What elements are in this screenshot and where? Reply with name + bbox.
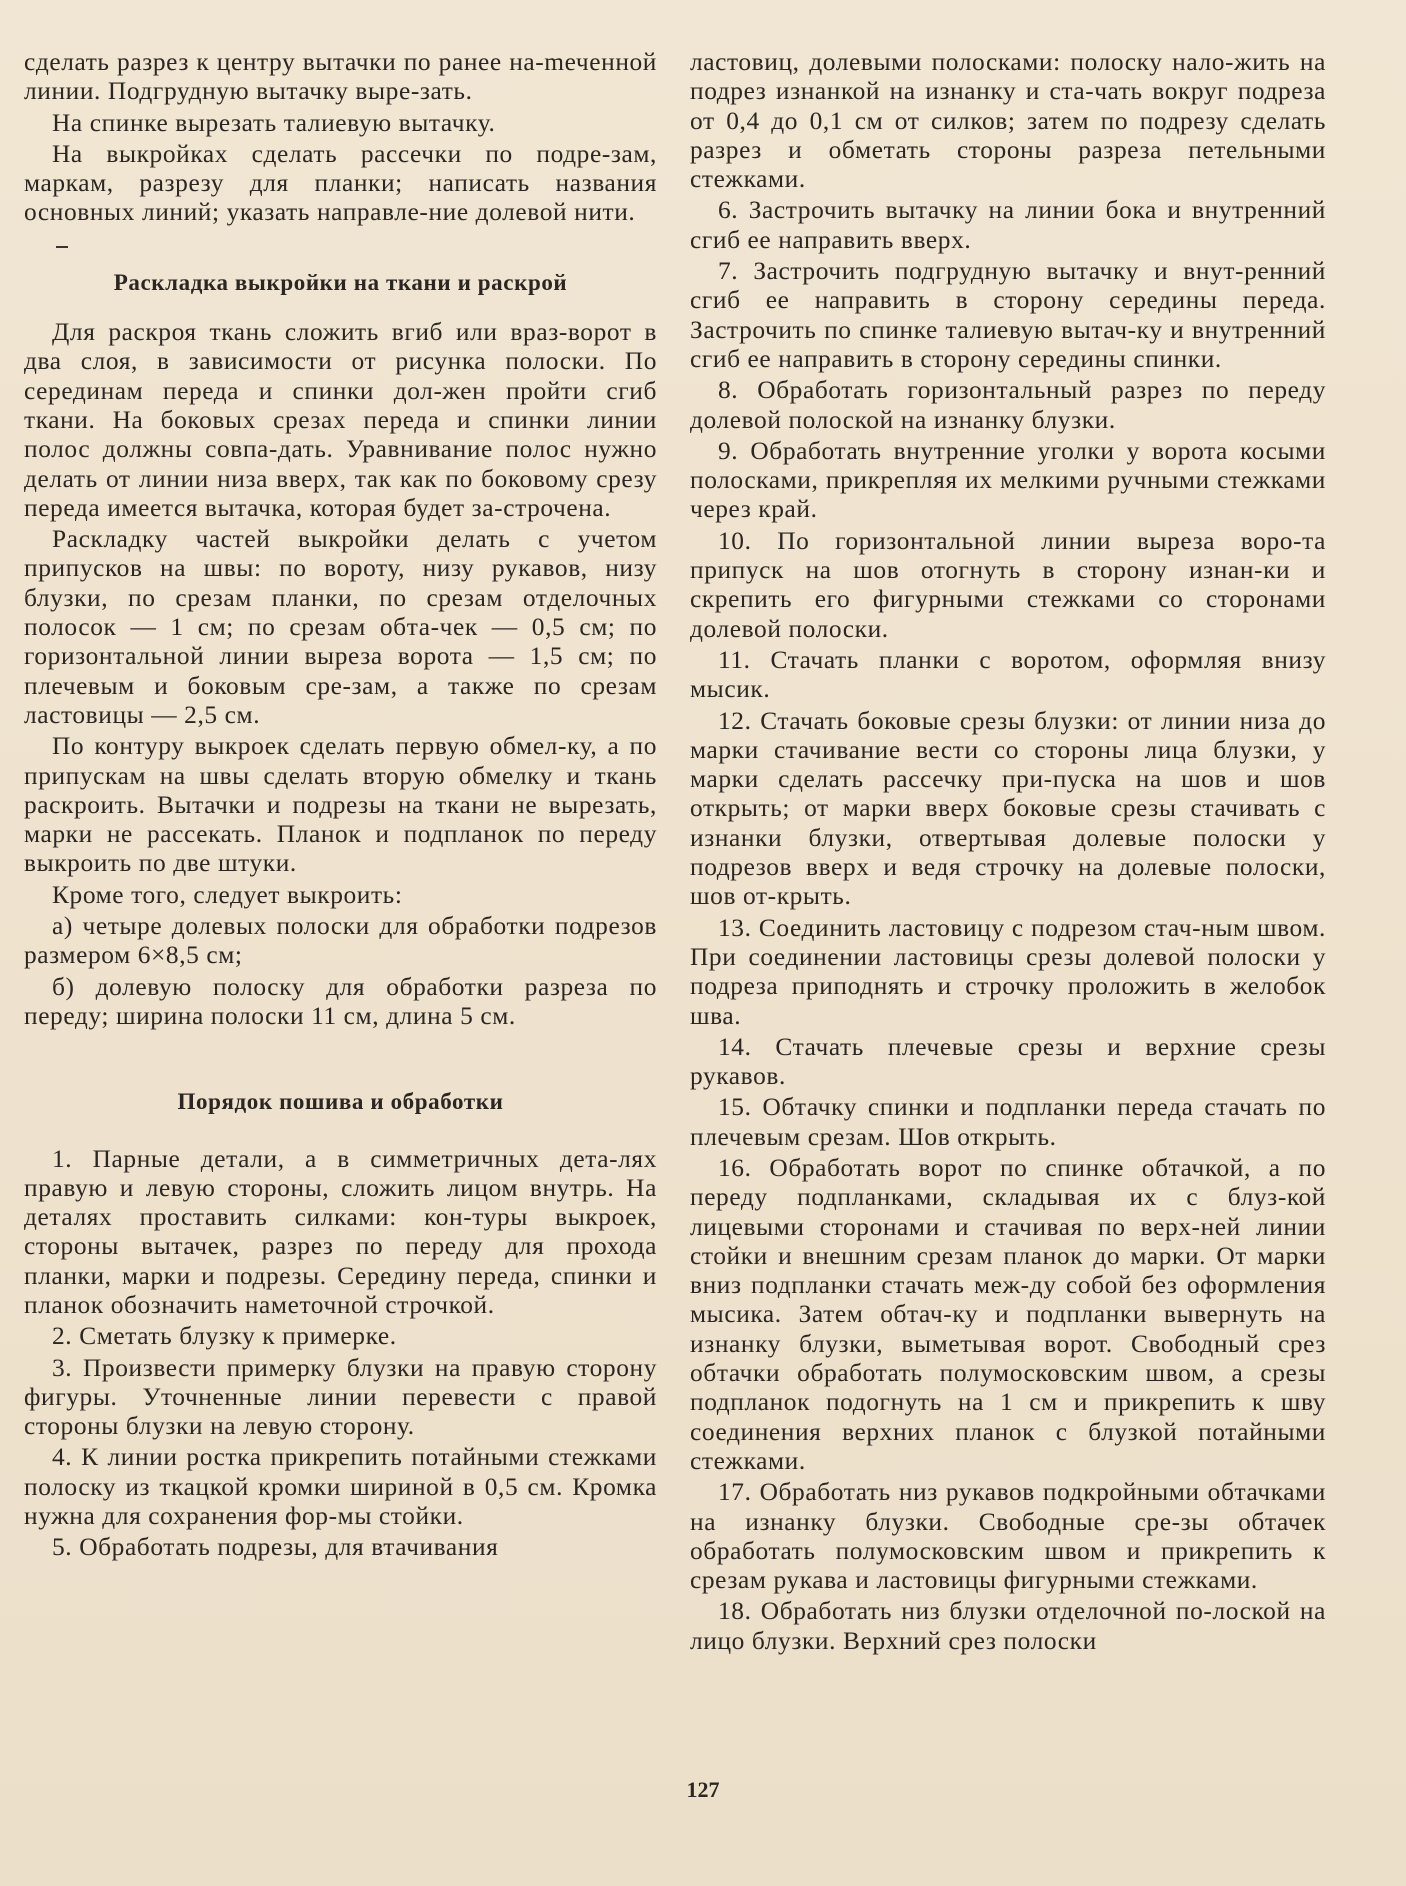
paragraph: ластовиц, долевыми полосками: полоску нало-жить на подрез изнанкой на изнанку и ста-чать вокруг подреза от 0,4 до 0,1 см от силков; затем по подрезу сделать разрез и обметать стороны разреза петельными стежками. — [690, 48, 1326, 194]
paragraph: По контуру выкроек сделать первую обмел-ку, а по припускам на швы сделать вторую обмелку и ткань раскроить. Вытачки и подрезы на ткани не вырезать, марки не рассекать. Планок и подпланок по переду выкроить по две штуки. — [24, 732, 657, 878]
paragraph: б) долевую полоску для обработки разреза по переду; ширина полоски 11 см, длина 5 см. — [24, 972, 657, 1030]
paragraph: 6. Застрочить вытачку на линии бока и внутренний сгиб ее направить вверх. — [690, 196, 1326, 254]
left-column — [24, 48, 657, 1565]
section-heading-sewing: Порядок пошива и обработки — [177, 1089, 504, 1115]
section-heading-layout: Раскладка выкройки на ткани и раскрой — [113, 269, 568, 295]
paragraph: сделать разрез к центру вытачки по ранее на-mеченной линии. Подгрудную вытачку выре-зать. — [24, 48, 657, 106]
paragraph: 8. Обработать горизонтальный разрез по переду долевой полоской на изнанку блузки. — [690, 376, 1326, 434]
paragraph: 15. Обтачку спинки и подпланки переда стачать по плечевым срезам. Шов открыть. — [690, 1093, 1326, 1151]
paragraph: На спинке вырезать талиевую вытачку. — [52, 108, 496, 137]
paragraph: 2. Сметать блузку к примерке. — [52, 1322, 397, 1351]
paragraph: 16. Обработать ворот по спинке обтачкой, а по переду подпланками, складывая их с блуз-кой лицевыми сторонами и стачивая по верх-ней линии стойки и внешним срезам планок до марки. От марки вниз подпланки стачать меж-ду собой без оформления мысика. Затем обтач-ку и подпланки вывернуть на изнанку блузки, выметывая ворот. Свободный срез обтачки обработать полумосковским швом, а срезы подпланок подогнуть на 1 см и прикрепить к шву соединения верхних планок с блузкой потайными стежками. — [690, 1153, 1326, 1475]
dash-mark — [24, 230, 657, 260]
paragraph: 7. Застрочить подгрудную вытачку и внут-ренний сгиб ее направить в сторону середины переда. Застрочить по спинке талиевую вытач-ку и внутренний сгиб ее направить в сторону середины спинки. — [690, 257, 1326, 373]
paragraph: Раскладку частей выкройки делать с учетом припусков на швы: по вороту, низу рукавов, низу блузки, по срезам планки, по срезам отделочных полосок — 1 см; по срезам обта-чек — 0,5 см; по горизонтальной линии выреза ворота — 1,5 см; по плечевым и боковым сре-зам, а также по срезам ластовицы — 2,5 см. — [24, 525, 657, 729]
paragraph: 1. Парные детали, а в симметричных дета-лях правую и левую стороны, сложить лицом внутрь. На деталях проставить силками: кон-туры выкроек, стороны вытачек, разрез по переду для прохода планки, марки и подрезы. Середину переда, спинки и планок обозначить наметочной строчкой. — [24, 1144, 657, 1319]
paragraph: 12. Стачать боковые срезы блузки: от линии низа до марки стачивание вести со стороны лица блузки, у марки сделать рассечку при-пуска на шов и шов открыть; от марки вверх боковые срезы стачивать с изнанки блузки, отвертывая долевые полоски у подрезов вверх и ведя строчку на долевые полоски, шов от-крыть. — [690, 706, 1326, 911]
paragraph: 5. Обработать подрезы, для втачивания — [52, 1533, 499, 1562]
paragraph: На выкройках сделать рассечки по подре-зам, маркам, разрезу для планки; написать названия основных линий; указать направле-ние долевой нити. — [24, 139, 657, 227]
paragraph: 3. Произвести примерку блузки на правую сторону фигуры. Уточненные линии перевести с правой стороны блузки на левую сторону. — [24, 1353, 657, 1441]
paragraph: 11. Стачать планки с воротом, оформляя внизу мысик. — [690, 645, 1326, 704]
paragraph: Кроме того, следует выкроить: — [52, 880, 403, 909]
paragraph: 13. Соединить ластовицу с подрезом стач-ным швом. При соединении ластовицы срезы долевой полоски у подреза приподнять и строчку проложить в желобок шва. — [690, 913, 1326, 1030]
paragraph: а) четыре долевых полоски для обработки подрезов размером 6×8,5 см; — [24, 912, 657, 970]
paragraph: 10. По горизонтальной линии выреза воро-та припуск на шов отогнуть в сторону изнан-ки и скрепить его фигурными стежками со сторонами долевой полоски. — [690, 526, 1326, 643]
page-number: 127 — [686, 1777, 720, 1802]
paragraph: 17. Обработать низ рукавов подкройными обтачками на изнанку блузки. Свободные сре-зы обтачек обработать полумосковским швом и прикрепить к срезам рукава и ластовицы фигурными стежками. — [690, 1478, 1326, 1595]
paragraph: 9. Обработать внутренние уголки у ворота косыми полосками, прикрепляя их мелкими ручными стежками через край. — [690, 436, 1326, 524]
paragraph: 4. К линии ростка прикрепить потайными стежками полоску из ткацкой кромки шириной в 0,5 см. Кромка нужна для сохранения фор-мы стойки. — [24, 1443, 657, 1531]
paragraph: Для раскроя ткань сложить вгиб или враз-ворот в два слоя, в зависимости от рисунка полоски. По серединам переда и спинки дол-жен пройти сгиб ткани. На боковых срезах переда и спинки линии полос должны совпа-дать. Уравнивание полос нужно делать от линии низа вверх, так как по боковому срезу переда имеется вытачка, которая будет за-строчена. — [24, 318, 657, 522]
paragraph: 18. Обработать низ блузки отделочной по-лоской на лицо блузки. Верхний срез полоски — [690, 1597, 1326, 1655]
right-column — [690, 48, 1326, 1658]
paragraph: 14. Стачать плечевые срезы и верхние срезы рукавов. — [690, 1032, 1326, 1091]
